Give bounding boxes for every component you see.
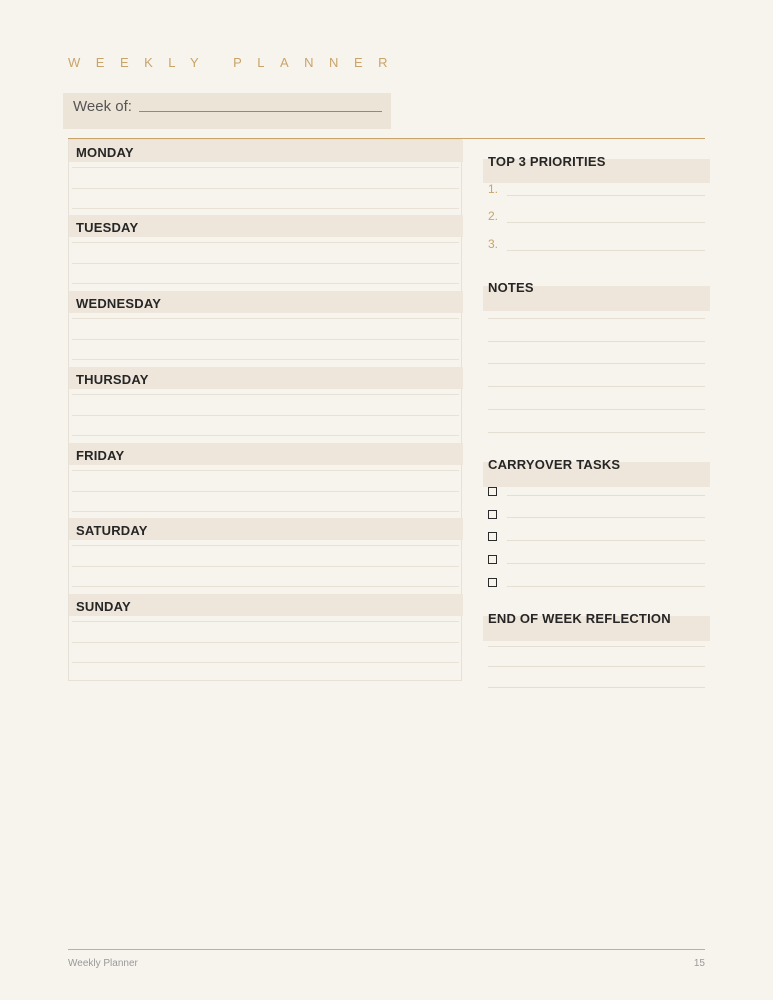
day-label-wednesday: WEDNESDAY bbox=[76, 296, 162, 311]
day-writing-line[interactable] bbox=[72, 318, 459, 319]
carryover-checkbox[interactable] bbox=[488, 578, 497, 587]
notes-line[interactable] bbox=[488, 318, 705, 319]
day-writing-line[interactable] bbox=[72, 642, 459, 643]
notes-title: NOTES bbox=[488, 280, 534, 295]
page-title: WEEKLY PLANNER bbox=[68, 55, 404, 70]
day-writing-line[interactable] bbox=[72, 242, 459, 243]
reflection-line[interactable] bbox=[488, 687, 705, 688]
day-writing-line[interactable] bbox=[72, 208, 459, 209]
priority-number: 2. bbox=[488, 209, 499, 223]
week-of-label: Week of: bbox=[73, 98, 132, 115]
day-header bbox=[69, 291, 463, 313]
notes-line[interactable] bbox=[488, 432, 705, 433]
priority-line[interactable] bbox=[507, 222, 705, 223]
day-writing-line[interactable] bbox=[72, 339, 459, 340]
notes-line[interactable] bbox=[488, 341, 705, 342]
day-label-friday: FRIDAY bbox=[76, 448, 125, 463]
priority-number: 3. bbox=[488, 237, 499, 251]
day-header bbox=[69, 140, 463, 162]
day-label-tuesday: TUESDAY bbox=[76, 220, 139, 235]
priorities-title: TOP 3 PRIORITIES bbox=[488, 154, 606, 169]
carryover-title: CARRYOVER TASKS bbox=[488, 457, 621, 472]
notes-line[interactable] bbox=[488, 386, 705, 387]
day-writing-line[interactable] bbox=[72, 435, 459, 436]
carryover-checkbox[interactable] bbox=[488, 555, 497, 564]
day-writing-line[interactable] bbox=[72, 621, 459, 622]
day-writing-line[interactable] bbox=[72, 545, 459, 546]
notes-line[interactable] bbox=[488, 363, 705, 364]
reflection-line[interactable] bbox=[488, 646, 705, 647]
carryover-checkbox[interactable] bbox=[488, 487, 497, 496]
notes-line[interactable] bbox=[488, 409, 705, 410]
reflection-line[interactable] bbox=[488, 666, 705, 667]
day-writing-line[interactable] bbox=[72, 511, 459, 512]
carryover-line[interactable] bbox=[507, 517, 705, 518]
carryover-checkbox[interactable] bbox=[488, 510, 497, 519]
footer-label: Weekly Planner bbox=[68, 958, 138, 969]
day-writing-line[interactable] bbox=[72, 586, 459, 587]
day-label-sunday: SUNDAY bbox=[76, 599, 131, 614]
day-writing-line[interactable] bbox=[72, 470, 459, 471]
day-header bbox=[69, 594, 463, 616]
priority-number: 1. bbox=[488, 182, 499, 196]
day-label-monday: MONDAY bbox=[76, 145, 134, 160]
day-writing-line[interactable] bbox=[72, 263, 459, 264]
day-writing-line[interactable] bbox=[72, 566, 459, 567]
reflection-title: END OF WEEK REFLECTION bbox=[488, 611, 671, 626]
day-header bbox=[69, 215, 463, 237]
day-writing-line[interactable] bbox=[72, 283, 459, 284]
page-number: 15 bbox=[693, 958, 705, 969]
day-writing-line[interactable] bbox=[72, 188, 459, 189]
day-writing-line[interactable] bbox=[72, 491, 459, 492]
carryover-line[interactable] bbox=[507, 563, 705, 564]
carryover-line[interactable] bbox=[507, 495, 705, 496]
day-writing-line[interactable] bbox=[72, 662, 459, 663]
day-writing-line[interactable] bbox=[72, 415, 459, 416]
priority-line[interactable] bbox=[507, 250, 705, 251]
carryover-line[interactable] bbox=[507, 540, 705, 541]
footer-rule bbox=[68, 949, 705, 950]
day-header bbox=[69, 367, 463, 389]
carryover-line[interactable] bbox=[507, 586, 705, 587]
day-label-saturday: SATURDAY bbox=[76, 523, 148, 538]
day-header bbox=[69, 518, 463, 540]
days-column bbox=[68, 139, 462, 681]
week-of-underline bbox=[139, 111, 382, 112]
day-writing-line[interactable] bbox=[72, 167, 459, 168]
week-of-field[interactable] bbox=[63, 93, 391, 129]
priority-line[interactable] bbox=[507, 195, 705, 196]
day-writing-line[interactable] bbox=[72, 359, 459, 360]
day-writing-line[interactable] bbox=[72, 394, 459, 395]
carryover-checkbox[interactable] bbox=[488, 532, 497, 541]
day-header bbox=[69, 443, 463, 465]
day-label-thursday: THURSDAY bbox=[76, 372, 149, 387]
